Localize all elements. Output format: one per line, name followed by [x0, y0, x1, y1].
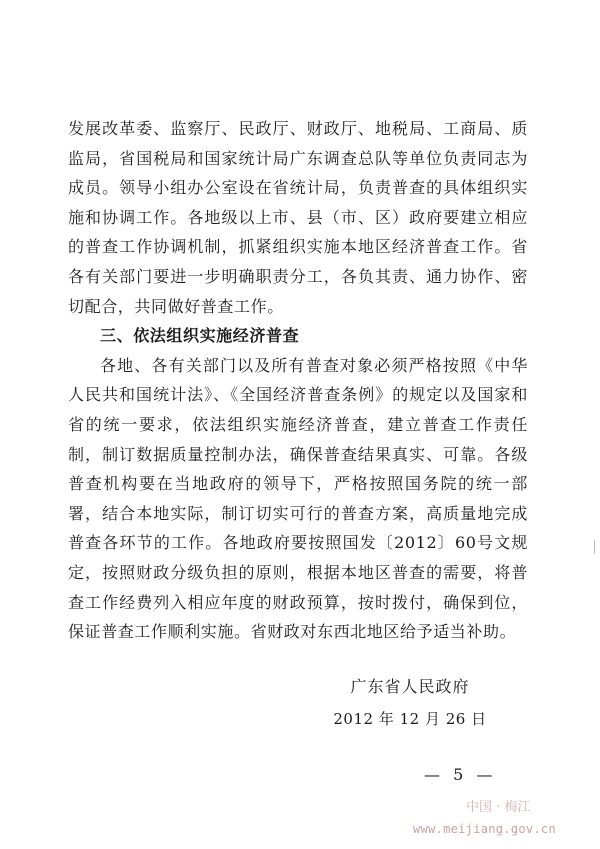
- section-heading-3: 三、依法组织实施经济普查: [100, 326, 300, 346]
- document-body: [68, 114, 528, 647]
- page-number: — 5 —: [424, 765, 497, 784]
- paragraph-leading-members: 发展改革委、监察厅、民政厅、财政厅、地税局、工商局、质监局，省国税局和国家统计局广东调查总队等单位负责同志为成员。领导小组办公室设在省统计局，负责普查的具体组织实施和协调工作。各地级以上市、县（市、区）政府要建立相应的普查工作协调机制，抓紧组织实施本地区经济普查工作。省各有关部门要进一步明确职责分工，各负其责、通力协作、密切配合，共同做好普查工作。: [68, 119, 528, 316]
- issuing-organization: 广东省人民政府: [350, 677, 470, 696]
- paragraph-implementation: 各地、各有关部门以及所有普查对象必须严格按照《中华人民共和国统计法》、《全国经济普查条例》的规定以及国家和省的统一要求，依法组织实施经济普查，建立普查工作责任制，制订数据质量控制办法，确保普查结果真实、可靠。各级普查机构要在当地政府的领导下，严格按照国务院的统一部署，结合本地实际，制订切实可行的普查方案，高质量地完成普查各环节的工作。各地政府要按照国发〔2012〕60号文规定，按照财政分级负担的原则，根据本地区普查的需要，将普查工作经费列入相应年度的财政预算，按时拨付，确保到位，保证普查工作顺利实施。省财政对东西北地区给予适当补助。: [68, 355, 528, 642]
- watermark-site-name: 中国 · 梅江: [466, 800, 531, 815]
- margin-mark: [594, 540, 595, 554]
- issue-date: 2012 年 12 月 26 日: [333, 710, 487, 728]
- signature-block: [310, 677, 510, 729]
- watermark-url: www.meijiang.gov.cn: [413, 822, 556, 836]
